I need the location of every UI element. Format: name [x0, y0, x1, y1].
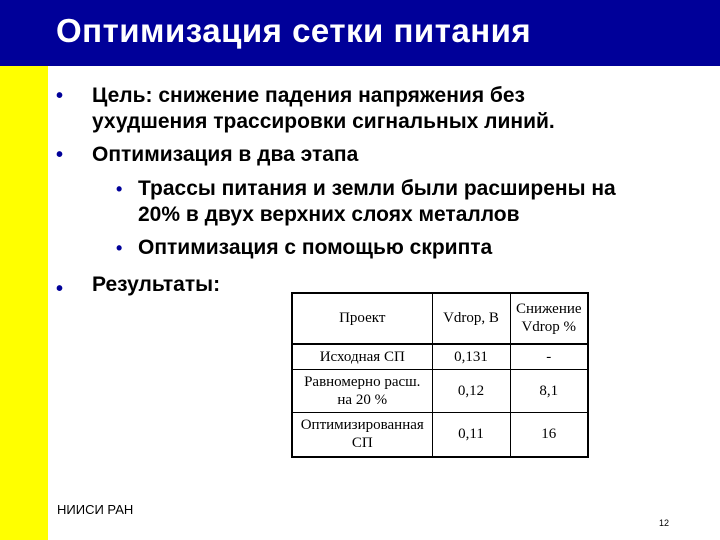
- header-reduction-line1: Снижение: [515, 301, 582, 318]
- cell-reduction: 8,1: [510, 370, 588, 413]
- cell-project: [292, 412, 432, 457]
- bullet-icon: •: [56, 85, 64, 107]
- header-reduction-line2: Vdrop %: [521, 319, 577, 336]
- cell-vdrop: 0,12: [432, 370, 510, 413]
- footer-organization: НИИСИ РАН: [57, 502, 134, 517]
- bullet-icon: •: [56, 144, 64, 166]
- table-row: [292, 344, 588, 370]
- cell-project-line1: Оптимизированная: [300, 417, 424, 434]
- sub-bullet-widening-line2: 20% в двух верхних слоях металлов: [138, 203, 520, 226]
- left-accent-stripe: [0, 66, 48, 540]
- cell-project-line2: на 20 %: [337, 392, 388, 409]
- bullet-goal-line2: ухудшения трассировки сигнальных линий.: [92, 110, 555, 133]
- bullet-goal-line1: Цель: снижение падения напряжения без: [92, 84, 525, 107]
- bullet-results: Результаты:: [92, 273, 221, 296]
- cell-vdrop: 0,11: [432, 412, 510, 457]
- title-bar: [0, 0, 720, 66]
- slide-title: Оптимизация сетки питания: [56, 12, 532, 49]
- cell-project-line1: Равномерно расш.: [304, 374, 421, 391]
- header-reduction: [510, 293, 588, 344]
- table-row: [292, 370, 588, 413]
- cell-reduction: -: [510, 344, 588, 370]
- sub-bullet-icon: •: [116, 238, 123, 258]
- cell-project: [292, 370, 432, 413]
- sub-bullet-icon: •: [116, 179, 123, 199]
- cell-reduction: 16: [510, 412, 588, 457]
- cell-project-line2: СП: [351, 435, 373, 452]
- results-table: [291, 292, 589, 458]
- cell-vdrop: 0,131: [432, 344, 510, 370]
- bullet-icon: •: [56, 278, 64, 300]
- cell-project: Исходная СП: [292, 344, 432, 370]
- sub-bullet-widening-line1: Трассы питания и земли были расширены на: [138, 177, 616, 200]
- page-number: 12: [659, 518, 670, 528]
- table-row: [292, 412, 588, 457]
- header-vdrop: Vdrop, В: [432, 293, 510, 344]
- table-header-row: [292, 293, 588, 344]
- bullet-two-stage: Оптимизация в два этапа: [92, 143, 359, 166]
- sub-bullet-script: Оптимизация с помощью скрипта: [138, 236, 493, 259]
- header-project: Проект: [292, 293, 432, 344]
